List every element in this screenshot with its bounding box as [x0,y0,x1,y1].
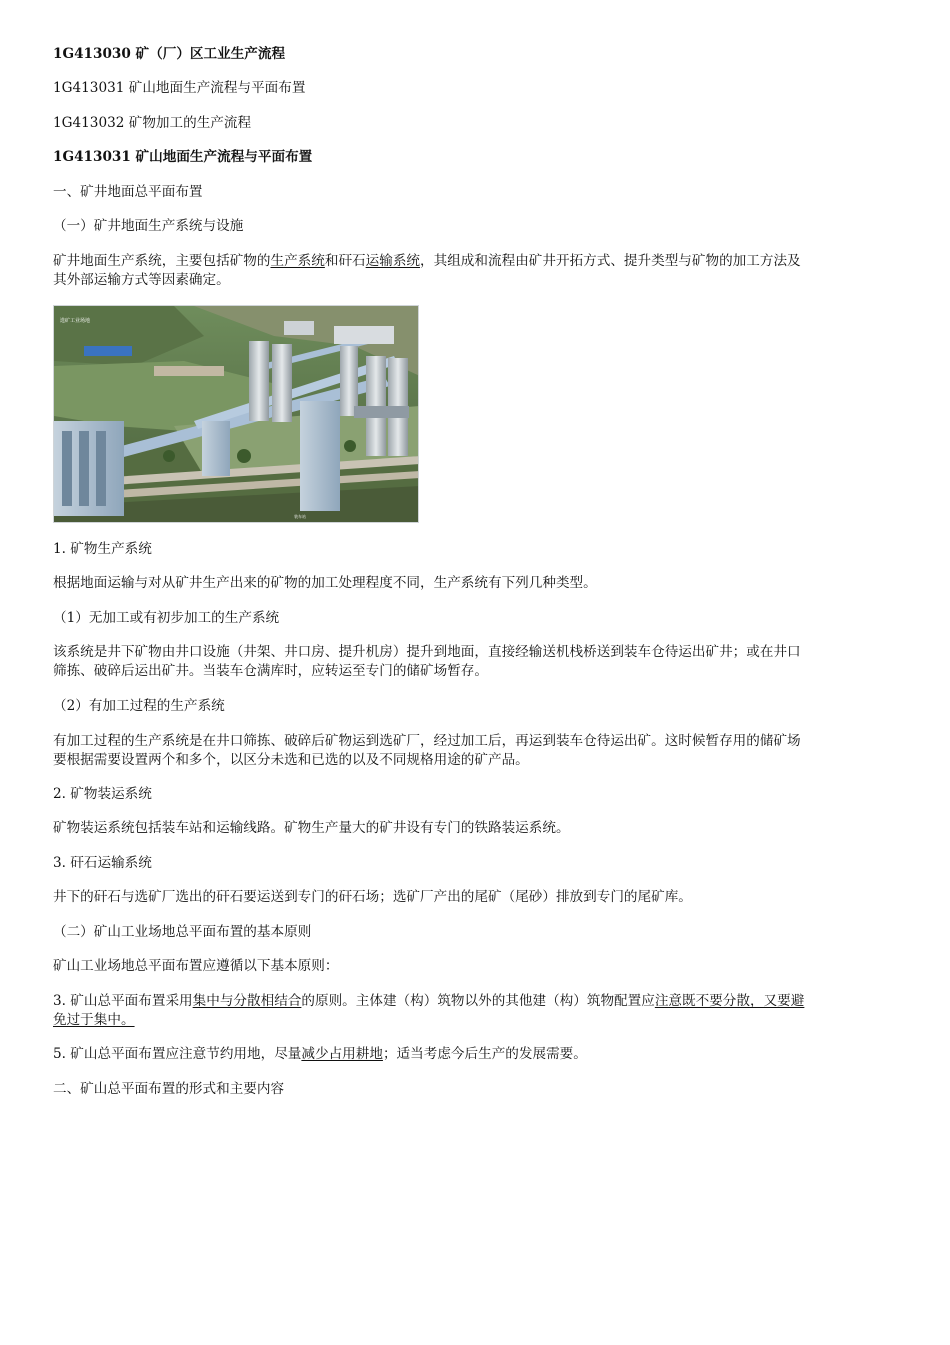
mine-photo-illustration [54,306,419,523]
photo-label-2: 装车站 [294,514,306,519]
heading-waste-rock-system: 3. 矸石运输系统 [53,855,152,871]
intro-text-2: 和矸石 [324,253,366,269]
heading-mineral-production-system: 1. 矿物生产系统 [53,541,152,557]
paragraph-production-types: 根据地面运输与对从矿井生产出来的矿物的加工处理程度不同，生产系统有下列几种类型。 [53,575,597,591]
underline-not-dispersed: 注意既不要分散，又要避 [654,993,805,1009]
underline-avoid-concentration: 免过于集中。 [53,1012,135,1028]
chapter-title: 1G413030 矿（厂）区工业生产流程 [53,46,286,62]
paragraph-processing-line-1: 有加工过程的生产系统是在井口筛拣、破碎后矿物运到选矿厂，经过加工后，再运到装车仓待运出矿。这时候暂存用的储矿场 [53,733,801,749]
underline-centralize-decentralize: 集中与分散相结合 [192,993,302,1009]
heading-loading-system: 2. 矿物装运系统 [53,786,152,802]
mine-surface-facility-photo [53,305,419,523]
paragraph-no-processing-line-1: 该系统是井下矿物由井口设施（井架、井口房、提升机房）提升到地面，直接经输送机栈桥送到装车仓待运出矿井；或在井口 [53,644,801,660]
paragraph-principles-intro: 矿山工业场地总平面布置应遵循以下基本原则： [53,958,339,974]
paragraph-no-processing-line-2: 筛拣、破碎后运出矿井。当装车仓满库时，应转运至专门的储矿场暂存。 [53,663,488,679]
toc-item-2: 1G413032 矿物加工的生产流程 [53,115,252,131]
section-title: 1G413031 矿山地面生产流程与平面布置 [53,149,313,165]
rule-3-line-2 [53,1010,898,1031]
underline-production-system: 生产系统 [270,253,325,269]
paragraph-processing-line-2: 要根据需要设置两个和多个，以区分未选和已选的以及不同规格用途的矿产品。 [53,752,529,768]
intro-text-1: 矿井地面生产系统，主要包括矿物的 [53,253,271,269]
rule-3-text-a: 3. 矿山总平面布置采用 [53,993,193,1009]
paragraph-waste-rock-system: 井下的矸石与选矿厂选出的矸石要运送到专门的矸石场；选矿厂产出的尾矿（尾砂）排放到专门的尾矿库。 [53,889,692,905]
rule-3-line-1 [53,991,898,1012]
paragraph-loading-system: 矿物装运系统包括装车站和运输线路。矿物生产量大的矿井设有专门的铁路装运系统。 [53,820,570,836]
heading-no-processing-system: （1）无加工或有初步加工的生产系统 [53,610,280,626]
underline-reduce-farmland: 减少占用耕地 [301,1046,383,1062]
intro-paragraph-line-2: 其外部运输方式等因素确定。 [53,272,230,288]
heading-general-layout: 一、矿井地面总平面布置 [53,184,203,200]
underline-transport-system: 运输系统 [365,253,421,269]
photo-label-1: 选矿工业场地 [60,318,91,324]
toc-item-1: 1G413031 矿山地面生产流程与平面布置 [53,80,306,96]
heading-layout-forms: 二、矿山总平面布置的形式和主要内容 [53,1081,285,1097]
heading-processing-system: （2）有加工过程的生产系统 [53,698,225,714]
rule-5-line [53,1044,898,1065]
rule-3-text-b: 的原则。主体建（构）筑物以外的其他建（构）筑物配置应 [301,993,655,1009]
intro-paragraph-line-1 [53,251,898,272]
heading-layout-principles: （二）矿山工业场地总平面布置的基本原则 [53,924,312,940]
rule-5-text-b: ；适当考虑今后生产的发展需要。 [382,1046,587,1062]
intro-text-3: ，其组成和流程由矿井开拓方式、提升类型与矿物的加工方法及 [420,253,801,269]
heading-production-systems: （一）矿井地面生产系统与设施 [53,218,244,234]
rule-5-text-a: 5. 矿山总平面布置应注意节约用地，尽量 [53,1046,302,1062]
